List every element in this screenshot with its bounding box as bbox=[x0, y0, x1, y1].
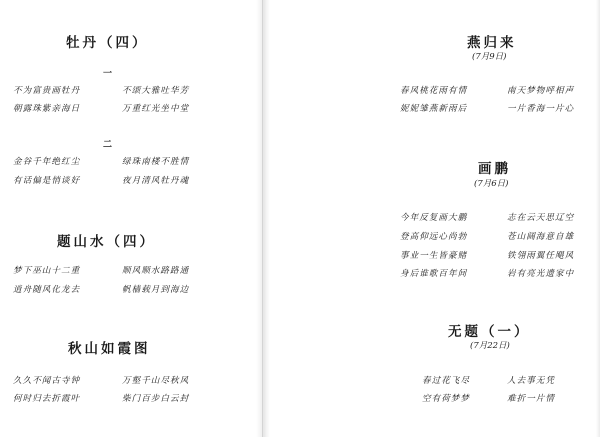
poem-line: 志在云天思辽空 bbox=[507, 213, 575, 223]
poem-title-autumn-mountain: 秋山如霞图 bbox=[68, 341, 151, 357]
poem-line: 苍山阔海意自雄 bbox=[507, 232, 575, 242]
right-page bbox=[262, 0, 600, 437]
poem-line: 铁翎雨翼任飓风 bbox=[507, 251, 575, 261]
poem-line: 金谷千年绝红尘 bbox=[13, 157, 81, 167]
poem-title-roc: 画鹏 bbox=[478, 161, 511, 177]
poem-line: 空有荷梦梦 bbox=[422, 394, 470, 404]
poem-line: 久久不闻古寺钟 bbox=[13, 376, 81, 386]
poem-line: 逍舟随风化龙去 bbox=[13, 285, 81, 295]
poem-line: 春风桃花雨有情 bbox=[400, 86, 468, 96]
poem-date: (7月22日) bbox=[470, 341, 510, 351]
poem-line: 不为富贵画牡丹 bbox=[13, 86, 81, 96]
poem-line: 何时归去折霞叶 bbox=[13, 394, 81, 404]
poem-line: 登高仰远心尚勃 bbox=[400, 232, 468, 242]
poem-title-swallow: 燕归来 bbox=[467, 35, 517, 51]
poem-line: 有话偏是悄谈好 bbox=[13, 176, 81, 186]
poem-line: 身后谁歌百年间 bbox=[400, 269, 468, 279]
poem-date: (7月9日) bbox=[472, 52, 507, 62]
poem-line: 不颂大雅吐华芳 bbox=[122, 86, 190, 96]
section-number-1: 一 bbox=[103, 69, 113, 79]
poem-line: 一片香海一片心 bbox=[507, 104, 575, 114]
poem-line: 春过花飞尽 bbox=[422, 376, 470, 386]
poem-line: 万重红光坐中堂 bbox=[122, 104, 190, 114]
poem-line: 朝露珠紫亲海日 bbox=[13, 104, 81, 114]
poem-line: 绿珠南楼不胜情 bbox=[122, 157, 190, 167]
poem-line: 万壑千山尽秋风 bbox=[122, 376, 190, 386]
poem-line: 梦下巫山十二重 bbox=[13, 266, 81, 276]
poem-line: 难折一片情 bbox=[507, 394, 555, 404]
poem-title-landscape: 题山水（四） bbox=[57, 234, 156, 250]
poem-line: 妮妮雏燕新雨后 bbox=[400, 104, 468, 114]
poem-line: 今年反复画大鹏 bbox=[400, 213, 468, 223]
poem-line: 岩有亮光遗家中 bbox=[507, 269, 575, 279]
poem-title-untitled: 无题（一） bbox=[448, 324, 531, 340]
poem-line: 帆樯载月到海边 bbox=[122, 285, 190, 295]
poem-line: 顺风顺水路路通 bbox=[122, 266, 190, 276]
poem-title-peony: 牡丹（四） bbox=[66, 35, 149, 51]
section-number-2: 二 bbox=[103, 140, 113, 150]
left-page bbox=[0, 0, 262, 437]
poem-line: 人去事无凭 bbox=[507, 376, 555, 386]
poem-line: 夜月清风牡丹魂 bbox=[122, 176, 190, 186]
poem-date: (7月6日) bbox=[474, 179, 509, 189]
poem-line: 柴门百步白云封 bbox=[122, 394, 190, 404]
poem-line: 南天梦物呼相声 bbox=[507, 86, 575, 96]
poem-line: 事业一生皆豪赌 bbox=[400, 251, 468, 261]
